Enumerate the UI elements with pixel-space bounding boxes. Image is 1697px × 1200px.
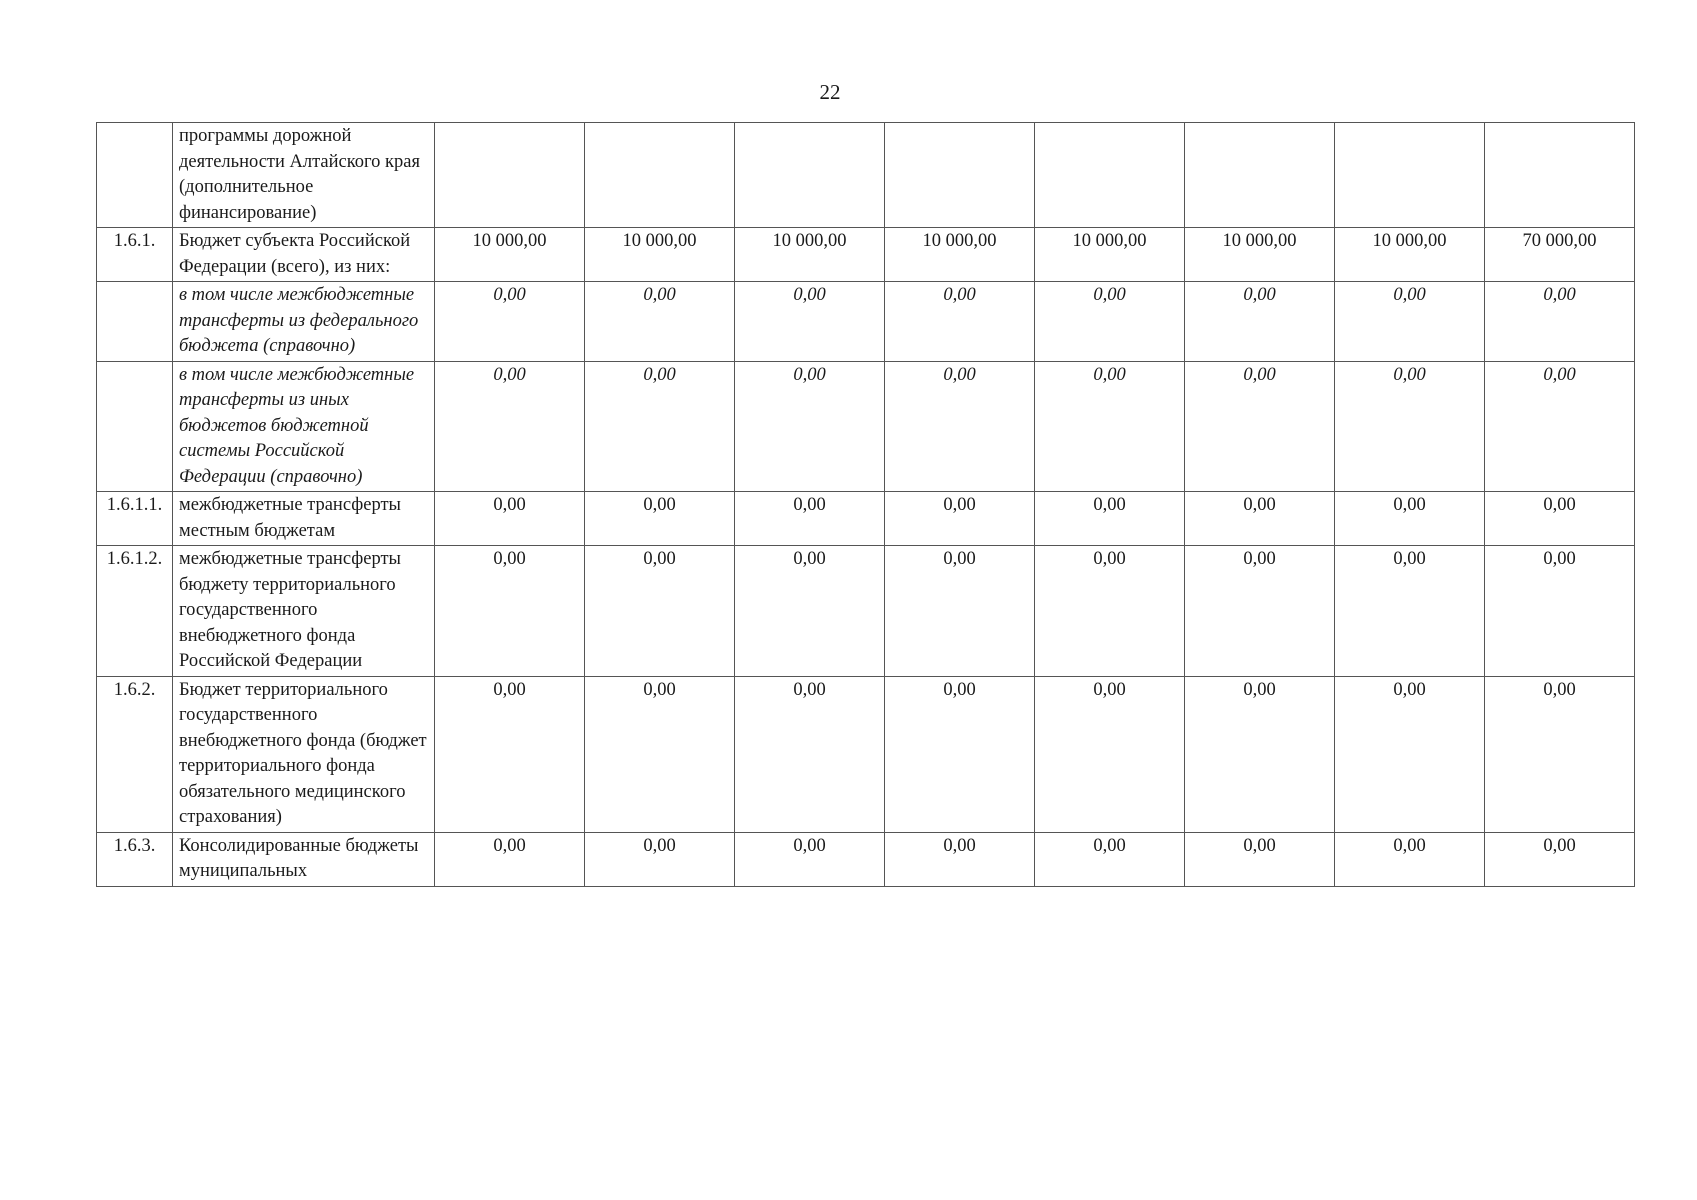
value-cell: 0,00 <box>1335 676 1485 832</box>
value-cell: 0,00 <box>1185 361 1335 492</box>
value-cell <box>1035 123 1185 228</box>
value-cell: 0,00 <box>1185 832 1335 886</box>
value-cell: 10 000,00 <box>435 228 585 282</box>
row-description: Бюджет субъекта Российской Федерации (всего), из них: <box>173 228 435 282</box>
value-cell <box>435 123 585 228</box>
value-cell: 0,00 <box>735 832 885 886</box>
value-cell: 0,00 <box>1485 492 1635 546</box>
value-cell: 0,00 <box>585 361 735 492</box>
table-row <box>97 282 1635 362</box>
row-description: в том числе межбюджетные трансферты из федерального бюджета (справочно) <box>173 282 435 362</box>
value-cell: 0,00 <box>885 546 1035 677</box>
value-cell: 70 000,00 <box>1485 228 1635 282</box>
value-cell: 0,00 <box>1485 361 1635 492</box>
row-number: 1.6.1.2. <box>97 546 173 677</box>
value-cell: 0,00 <box>435 832 585 886</box>
table-row <box>97 546 1635 677</box>
value-cell: 0,00 <box>435 361 585 492</box>
value-cell: 0,00 <box>735 492 885 546</box>
budget-table <box>96 122 1635 887</box>
value-cell: 0,00 <box>435 546 585 677</box>
value-cell: 10 000,00 <box>885 228 1035 282</box>
value-cell: 0,00 <box>735 546 885 677</box>
value-cell: 0,00 <box>885 676 1035 832</box>
value-cell: 0,00 <box>1485 676 1635 832</box>
value-cell: 0,00 <box>1485 832 1635 886</box>
row-number: 1.6.3. <box>97 832 173 886</box>
value-cell: 10 000,00 <box>1185 228 1335 282</box>
value-cell: 10 000,00 <box>735 228 885 282</box>
value-cell: 0,00 <box>1035 832 1185 886</box>
value-cell: 0,00 <box>885 832 1035 886</box>
value-cell: 0,00 <box>585 832 735 886</box>
value-cell: 0,00 <box>735 676 885 832</box>
value-cell: 0,00 <box>1485 282 1635 362</box>
value-cell: 0,00 <box>435 282 585 362</box>
page-number: 22 <box>819 80 841 104</box>
value-cell <box>885 123 1035 228</box>
value-cell: 0,00 <box>585 546 735 677</box>
value-cell: 0,00 <box>1335 361 1485 492</box>
table-row <box>97 492 1635 546</box>
table-row <box>97 676 1635 832</box>
row-number: 1.6.2. <box>97 676 173 832</box>
value-cell: 0,00 <box>1035 361 1185 492</box>
value-cell: 0,00 <box>1335 546 1485 677</box>
value-cell: 0,00 <box>1335 492 1485 546</box>
value-cell <box>1335 123 1485 228</box>
row-number: 1.6.1. <box>97 228 173 282</box>
row-number <box>97 123 173 228</box>
row-number <box>97 361 173 492</box>
value-cell: 0,00 <box>585 676 735 832</box>
value-cell: 0,00 <box>1035 282 1185 362</box>
row-description: Консолидированные бюджеты муниципальных <box>173 832 435 886</box>
row-description: межбюджетные трансферты бюджету территориального государственного внебюджетного фонда Российской Федерации <box>173 546 435 677</box>
value-cell: 0,00 <box>1035 676 1185 832</box>
value-cell: 0,00 <box>1185 492 1335 546</box>
table-row <box>97 832 1635 886</box>
value-cell <box>1185 123 1335 228</box>
row-description: программы дорожной деятельности Алтайского края (дополнительное финансирование) <box>173 123 435 228</box>
value-cell: 10 000,00 <box>585 228 735 282</box>
value-cell <box>1485 123 1635 228</box>
value-cell: 0,00 <box>1035 546 1185 677</box>
value-cell: 0,00 <box>585 492 735 546</box>
table-row <box>97 228 1635 282</box>
row-description: Бюджет территориального государственного внебюджетного фонда (бюджет территориального фонда обязательного медицинского страхования) <box>173 676 435 832</box>
row-number <box>97 282 173 362</box>
value-cell: 0,00 <box>1335 282 1485 362</box>
value-cell <box>585 123 735 228</box>
row-number: 1.6.1.1. <box>97 492 173 546</box>
value-cell: 0,00 <box>1185 546 1335 677</box>
table-row <box>97 123 1635 228</box>
value-cell: 0,00 <box>1035 492 1185 546</box>
row-description: в том числе межбюджетные трансферты из иных бюджетов бюджетной системы Российской Федерации (справочно) <box>173 361 435 492</box>
value-cell: 0,00 <box>1335 832 1485 886</box>
value-cell: 0,00 <box>1185 676 1335 832</box>
value-cell: 0,00 <box>735 282 885 362</box>
value-cell: 0,00 <box>885 361 1035 492</box>
value-cell: 0,00 <box>435 492 585 546</box>
value-cell: 10 000,00 <box>1035 228 1185 282</box>
value-cell: 10 000,00 <box>1335 228 1485 282</box>
value-cell: 0,00 <box>885 492 1035 546</box>
value-cell <box>735 123 885 228</box>
value-cell: 0,00 <box>435 676 585 832</box>
row-description: межбюджетные трансферты местным бюджетам <box>173 492 435 546</box>
value-cell: 0,00 <box>735 361 885 492</box>
value-cell: 0,00 <box>1485 546 1635 677</box>
table-row <box>97 361 1635 492</box>
value-cell: 0,00 <box>885 282 1035 362</box>
value-cell: 0,00 <box>585 282 735 362</box>
value-cell: 0,00 <box>1185 282 1335 362</box>
